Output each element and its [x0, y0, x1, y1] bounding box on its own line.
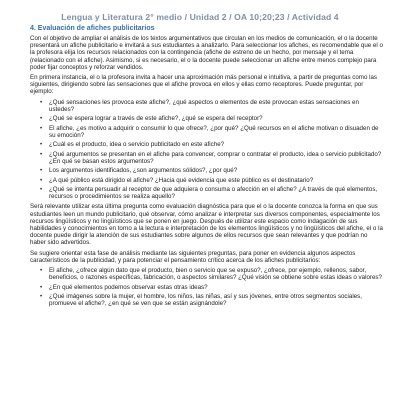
bullet-icon: •	[40, 98, 43, 106]
list-item: • ¿Qué argumentos se presentan en el afiche para convencer, comprar o contratar el producto, idea o servicio publicitado? ¿En qué se basan estos argumentos?	[40, 150, 382, 165]
intro-paragraph: Con el objetivo de ampliar el análisis de los textos argumentativos que circulan en los medios de comunicación, el o la docente presentará un afiche publicitario e invitará a sus estudiantes a analizarlo. Para seleccionar los afiches, es recomendable que el o la profesora elija los recursos relacionados con la contingencia (afiche de estreno de un hecho, por mensaje y el tema (relacionado con el afiche). Asimismo, si es necesario, el o la docente puede seleccionar un afiche entre menos complejo para poder fijar conceptos y reforzar vendidos.	[30, 35, 383, 71]
bullet-icon: •	[40, 150, 43, 158]
list-item: • El afiche, ¿es motivo a adquirir o consumir lo que ofrece?, ¿por qué? ¿Qué recursos en el afiche motivan o disuaden de su emoción?	[40, 124, 379, 139]
bullet-icon: •	[40, 115, 43, 123]
list-item: • ¿Qué imágenes sobre la mujer, el hombre, los niños, las niñas, así y sus jóvenes, entre otros segmentos sociales, promueve el afiche?, ¿en qué se ven que se están asignándole?	[40, 292, 362, 308]
list-item: • ¿Qué sensaciones les provoca este afiche?, ¿qué aspectos o elementos de este provocan estas sensaciones en ustedes?	[40, 98, 359, 113]
page-header: Lengua y Literatura 2° medio / Unidad 2 / OA 10;20;23 / Actividad 4	[61, 12, 339, 22]
diagnostic-paragraph: Será relevante utilizar esta última pregunta como evaluación diagnóstica para que el o la docente conozca la forma en que sus estudiantes leen un mundo publicitario, qué observar, cómo analizar e interpretar sus diversos componentes, especialmente los recursos lingüísticos y no lingüísticos que se ponen en juego. Después de utilizar este espacio como indagación de sus habilidades y conocimientos en torno a la lectura e interpretación de los elementos lingüísticos y no lingüísticos del afiche, el o la docente puede dirigir la atención de sus estudiantes sobre algunos de ellos recursos que sean relevantes y que podrían no haber sido advertidos.	[30, 203, 383, 247]
bullet-icon: •	[40, 176, 43, 184]
bullet-icon: •	[40, 267, 43, 274]
bullet-icon: •	[40, 167, 43, 175]
section-title: 4. Evaluación de afiches publicitarios	[30, 25, 155, 32]
list-item: • ¿Qué se espera lograr a través de este afiche?, ¿qué se espera del receptor?	[40, 115, 263, 123]
list-item: • ¿Cuál es el producto, idea o servicio publicitado en este afiche?	[40, 141, 225, 149]
bullet-icon: •	[40, 124, 43, 132]
question-list-1	[16, 99, 384, 201]
list-item: • Los argumentos identificados, ¿son argumentos sólidos?, ¿por qué?	[40, 167, 238, 175]
bullet-icon: •	[40, 185, 43, 193]
analysis-paragraph: Se sugiere orientar esta fase de análisis mediante las siguientes preguntas, para poner en evidencia algunos aspectos característicos de la publicidad, y para potenciar el pensamiento crítico acerca de los afiches publicitarios:	[30, 249, 356, 264]
bullet-icon: •	[40, 292, 43, 300]
list-item: • ¿A qué público está dirigido el afiche? ¿Hacia qué evidencia que este público es el destinatario?	[40, 176, 314, 184]
bullet-icon: •	[40, 141, 43, 149]
list-item: • El afiche, ¿ofrece algún dato que el producto, bien o servicio que se expuso?, ¿ofrece, por ejemplo, rellenos, sabor, beneficios, o razones específicas, fabricación, o aspectos similares? ¿Qué visión se obtiene sobre estas ideas o valores?	[40, 267, 382, 282]
list-item: • ¿En qué elementos podemos observar estas otras ideas?	[40, 283, 208, 291]
instructions-paragraph: En primera instancia, el o la profesora invita a hacer una aproximación más personal e intuitiva, a partir de preguntas como las siguientes, dirigiendo sobre las sensaciones que el afiche provoca en ellos y ellas como receptores. Puede preguntar, por ejemplo:	[30, 74, 378, 96]
bullet-icon: •	[40, 283, 43, 291]
question-list-2	[16, 267, 384, 307]
list-item: • ¿Qué se intenta persuadir al receptor de que adquiera o consuma o afección en el afiche? ¿A través de qué elementos, recursos o procedimientos se realiza aquello?	[40, 185, 378, 201]
